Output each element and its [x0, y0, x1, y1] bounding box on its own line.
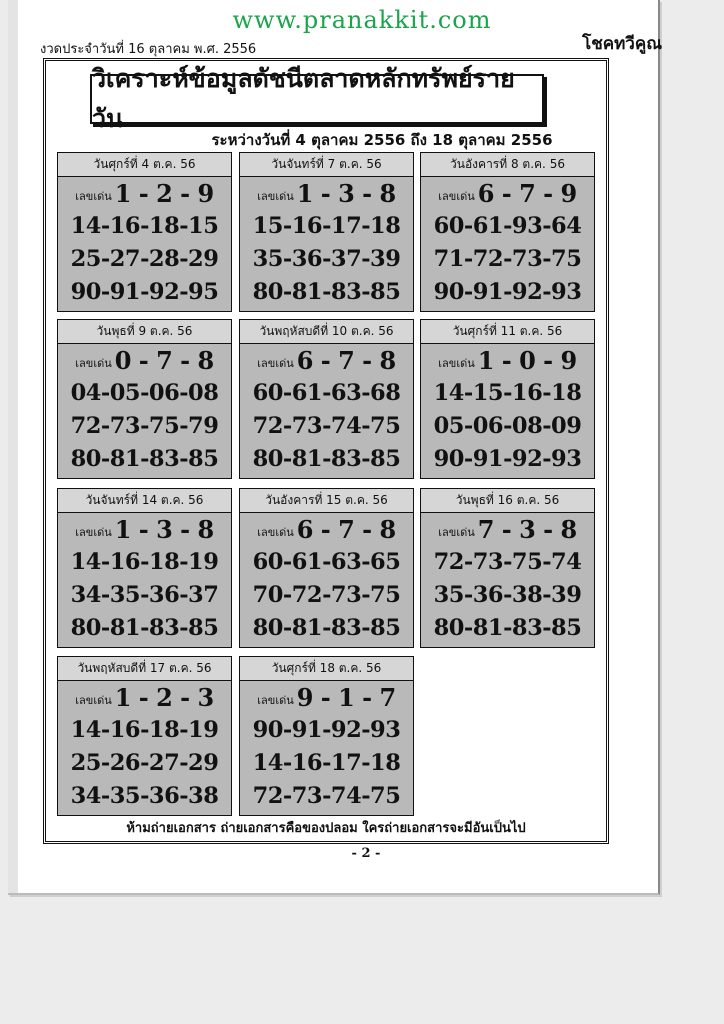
- lead-numbers-row: [421, 513, 594, 546]
- day-card: [239, 656, 414, 816]
- lead-numbers-row: [240, 344, 413, 377]
- number-row: 04-05-06-08: [70, 380, 219, 406]
- day-card: [239, 152, 414, 312]
- lead-numbers-row: [58, 177, 231, 210]
- number-row: 15-16-17-18: [252, 213, 401, 239]
- lead-label: เลขเด่น: [75, 189, 112, 203]
- number-row: 35-36-38-39: [433, 582, 582, 608]
- day-card-date: วันจันทร์ที่ 14 ต.ค. 56: [58, 489, 231, 513]
- number-row: 60-61-93-64: [433, 213, 582, 239]
- lead-numbers-row: [240, 513, 413, 546]
- lead-numbers-row: [58, 681, 231, 714]
- number-row: 80-81-83-85: [252, 446, 401, 472]
- lead-numbers-row: [58, 344, 231, 377]
- day-card-date: วันศุกร์ที่ 18 ต.ค. 56: [240, 657, 413, 681]
- day-card-date: วันพุธที่ 9 ต.ค. 56: [58, 320, 231, 344]
- day-card: [57, 656, 232, 816]
- day-card-date: วันจันทร์ที่ 7 ต.ค. 56: [240, 153, 413, 177]
- number-row: 60-61-63-65: [252, 549, 401, 575]
- number-row: 80-81-83-85: [70, 615, 219, 641]
- number-row: 72-73-75-79: [70, 413, 219, 439]
- lead-numbers: 9 - 1 - 7: [296, 683, 396, 712]
- lead-numbers: 1 - 0 - 9: [477, 346, 577, 375]
- lead-numbers: 1 - 3 - 8: [114, 515, 214, 544]
- lead-label: เลขเด่น: [438, 189, 475, 203]
- day-card-date: วันพฤหัสบดีที่ 10 ต.ค. 56: [240, 320, 413, 344]
- issue-date: งวดประจำวันที่ 16 ตุลาคม พ.ศ. 2556: [40, 42, 257, 57]
- lead-numbers: 7 - 3 - 8: [477, 515, 577, 544]
- lead-numbers-row: [421, 177, 594, 210]
- lead-label: เลขเด่น: [438, 356, 475, 370]
- lead-label: เลขเด่น: [75, 356, 112, 370]
- page-number: - 2 -: [351, 846, 381, 861]
- number-row: 25-26-27-29: [70, 750, 219, 776]
- number-row: 80-81-83-85: [252, 615, 401, 641]
- lead-label: เลขเด่น: [75, 693, 112, 707]
- lead-label: เลขเด่น: [257, 356, 294, 370]
- day-card: [57, 152, 232, 312]
- day-card-date: วันพุธที่ 16 ต.ค. 56: [421, 489, 594, 513]
- lead-numbers: 1 - 3 - 8: [296, 179, 396, 208]
- number-row: 60-61-63-68: [252, 380, 401, 406]
- number-row: 72-73-74-75: [252, 413, 401, 439]
- lead-numbers: 6 - 7 - 9: [477, 179, 577, 208]
- lead-label: เลขเด่น: [75, 525, 112, 539]
- website-watermark: www.pranakkit.com: [232, 6, 492, 34]
- lead-numbers-row: [240, 681, 413, 714]
- day-card: [57, 488, 232, 648]
- number-row: 72-73-75-74: [433, 549, 582, 575]
- number-row: 25-27-28-29: [70, 246, 219, 272]
- date-range-subtitle: ระหว่างวันที่ 4 ตุลาคม 2556 ถึง 18 ตุลาคม 2556: [211, 131, 553, 149]
- lead-numbers: 6 - 7 - 8: [296, 346, 396, 375]
- number-row: 14-16-18-15: [70, 213, 219, 239]
- brand-name: โชคทวีคูณ: [582, 34, 662, 54]
- number-row: 71-72-73-75: [433, 246, 582, 272]
- day-card: [239, 319, 414, 479]
- lead-label: เลขเด่น: [438, 525, 475, 539]
- lead-numbers: 1 - 2 - 9: [114, 179, 214, 208]
- day-card: [420, 319, 595, 479]
- number-row: 80-81-83-85: [252, 279, 401, 305]
- lead-label: เลขเด่น: [257, 525, 294, 539]
- lead-numbers: 0 - 7 - 8: [114, 346, 214, 375]
- copy-warning: ห้ามถ่ายเอกสาร ถ่ายเอกสารคือของปลอม ใครถ่ายเอกสารจะมีอันเป็นไป: [126, 821, 526, 836]
- number-row: 34-35-36-38: [70, 783, 219, 809]
- number-row: 35-36-37-39: [252, 246, 401, 272]
- day-card-date: วันอังคารที่ 15 ต.ค. 56: [240, 489, 413, 513]
- number-row: 34-35-36-37: [70, 582, 219, 608]
- lead-numbers-row: [421, 344, 594, 377]
- day-card: [420, 488, 595, 648]
- number-row: 80-81-83-85: [433, 615, 582, 641]
- day-card-date: วันพฤหัสบดีที่ 17 ต.ค. 56: [58, 657, 231, 681]
- number-row: 05-06-08-09: [433, 413, 582, 439]
- number-row: 14-16-17-18: [252, 750, 401, 776]
- number-row: 72-73-74-75: [252, 783, 401, 809]
- lead-label: เลขเด่น: [257, 189, 294, 203]
- day-card-date: วันศุกร์ที่ 11 ต.ค. 56: [421, 320, 594, 344]
- number-row: 14-15-16-18: [433, 380, 582, 406]
- number-row: 70-72-73-75: [252, 582, 401, 608]
- number-row: 90-91-92-95: [70, 279, 219, 305]
- number-row: 14-16-18-19: [70, 717, 219, 743]
- day-card: [239, 488, 414, 648]
- number-row: 14-16-18-19: [70, 549, 219, 575]
- number-row: 80-81-83-85: [70, 446, 219, 472]
- number-row: 90-91-92-93: [252, 717, 401, 743]
- lead-numbers-row: [240, 177, 413, 210]
- lead-label: เลขเด่น: [257, 693, 294, 707]
- lead-numbers-row: [58, 513, 231, 546]
- day-card-date: วันอังคารที่ 8 ต.ค. 56: [421, 153, 594, 177]
- lead-numbers: 6 - 7 - 8: [296, 515, 396, 544]
- day-card-date: วันศุกร์ที่ 4 ต.ค. 56: [58, 153, 231, 177]
- lead-numbers: 1 - 2 - 3: [114, 683, 214, 712]
- number-row: 90-91-92-93: [433, 446, 582, 472]
- day-card: [57, 319, 232, 479]
- day-card: [420, 152, 595, 312]
- page-title: วิเคราะห์ข้อมูลดัชนีตลาดหลักทรัพย์รายวัน: [90, 74, 544, 124]
- number-row: 90-91-92-93: [433, 279, 582, 305]
